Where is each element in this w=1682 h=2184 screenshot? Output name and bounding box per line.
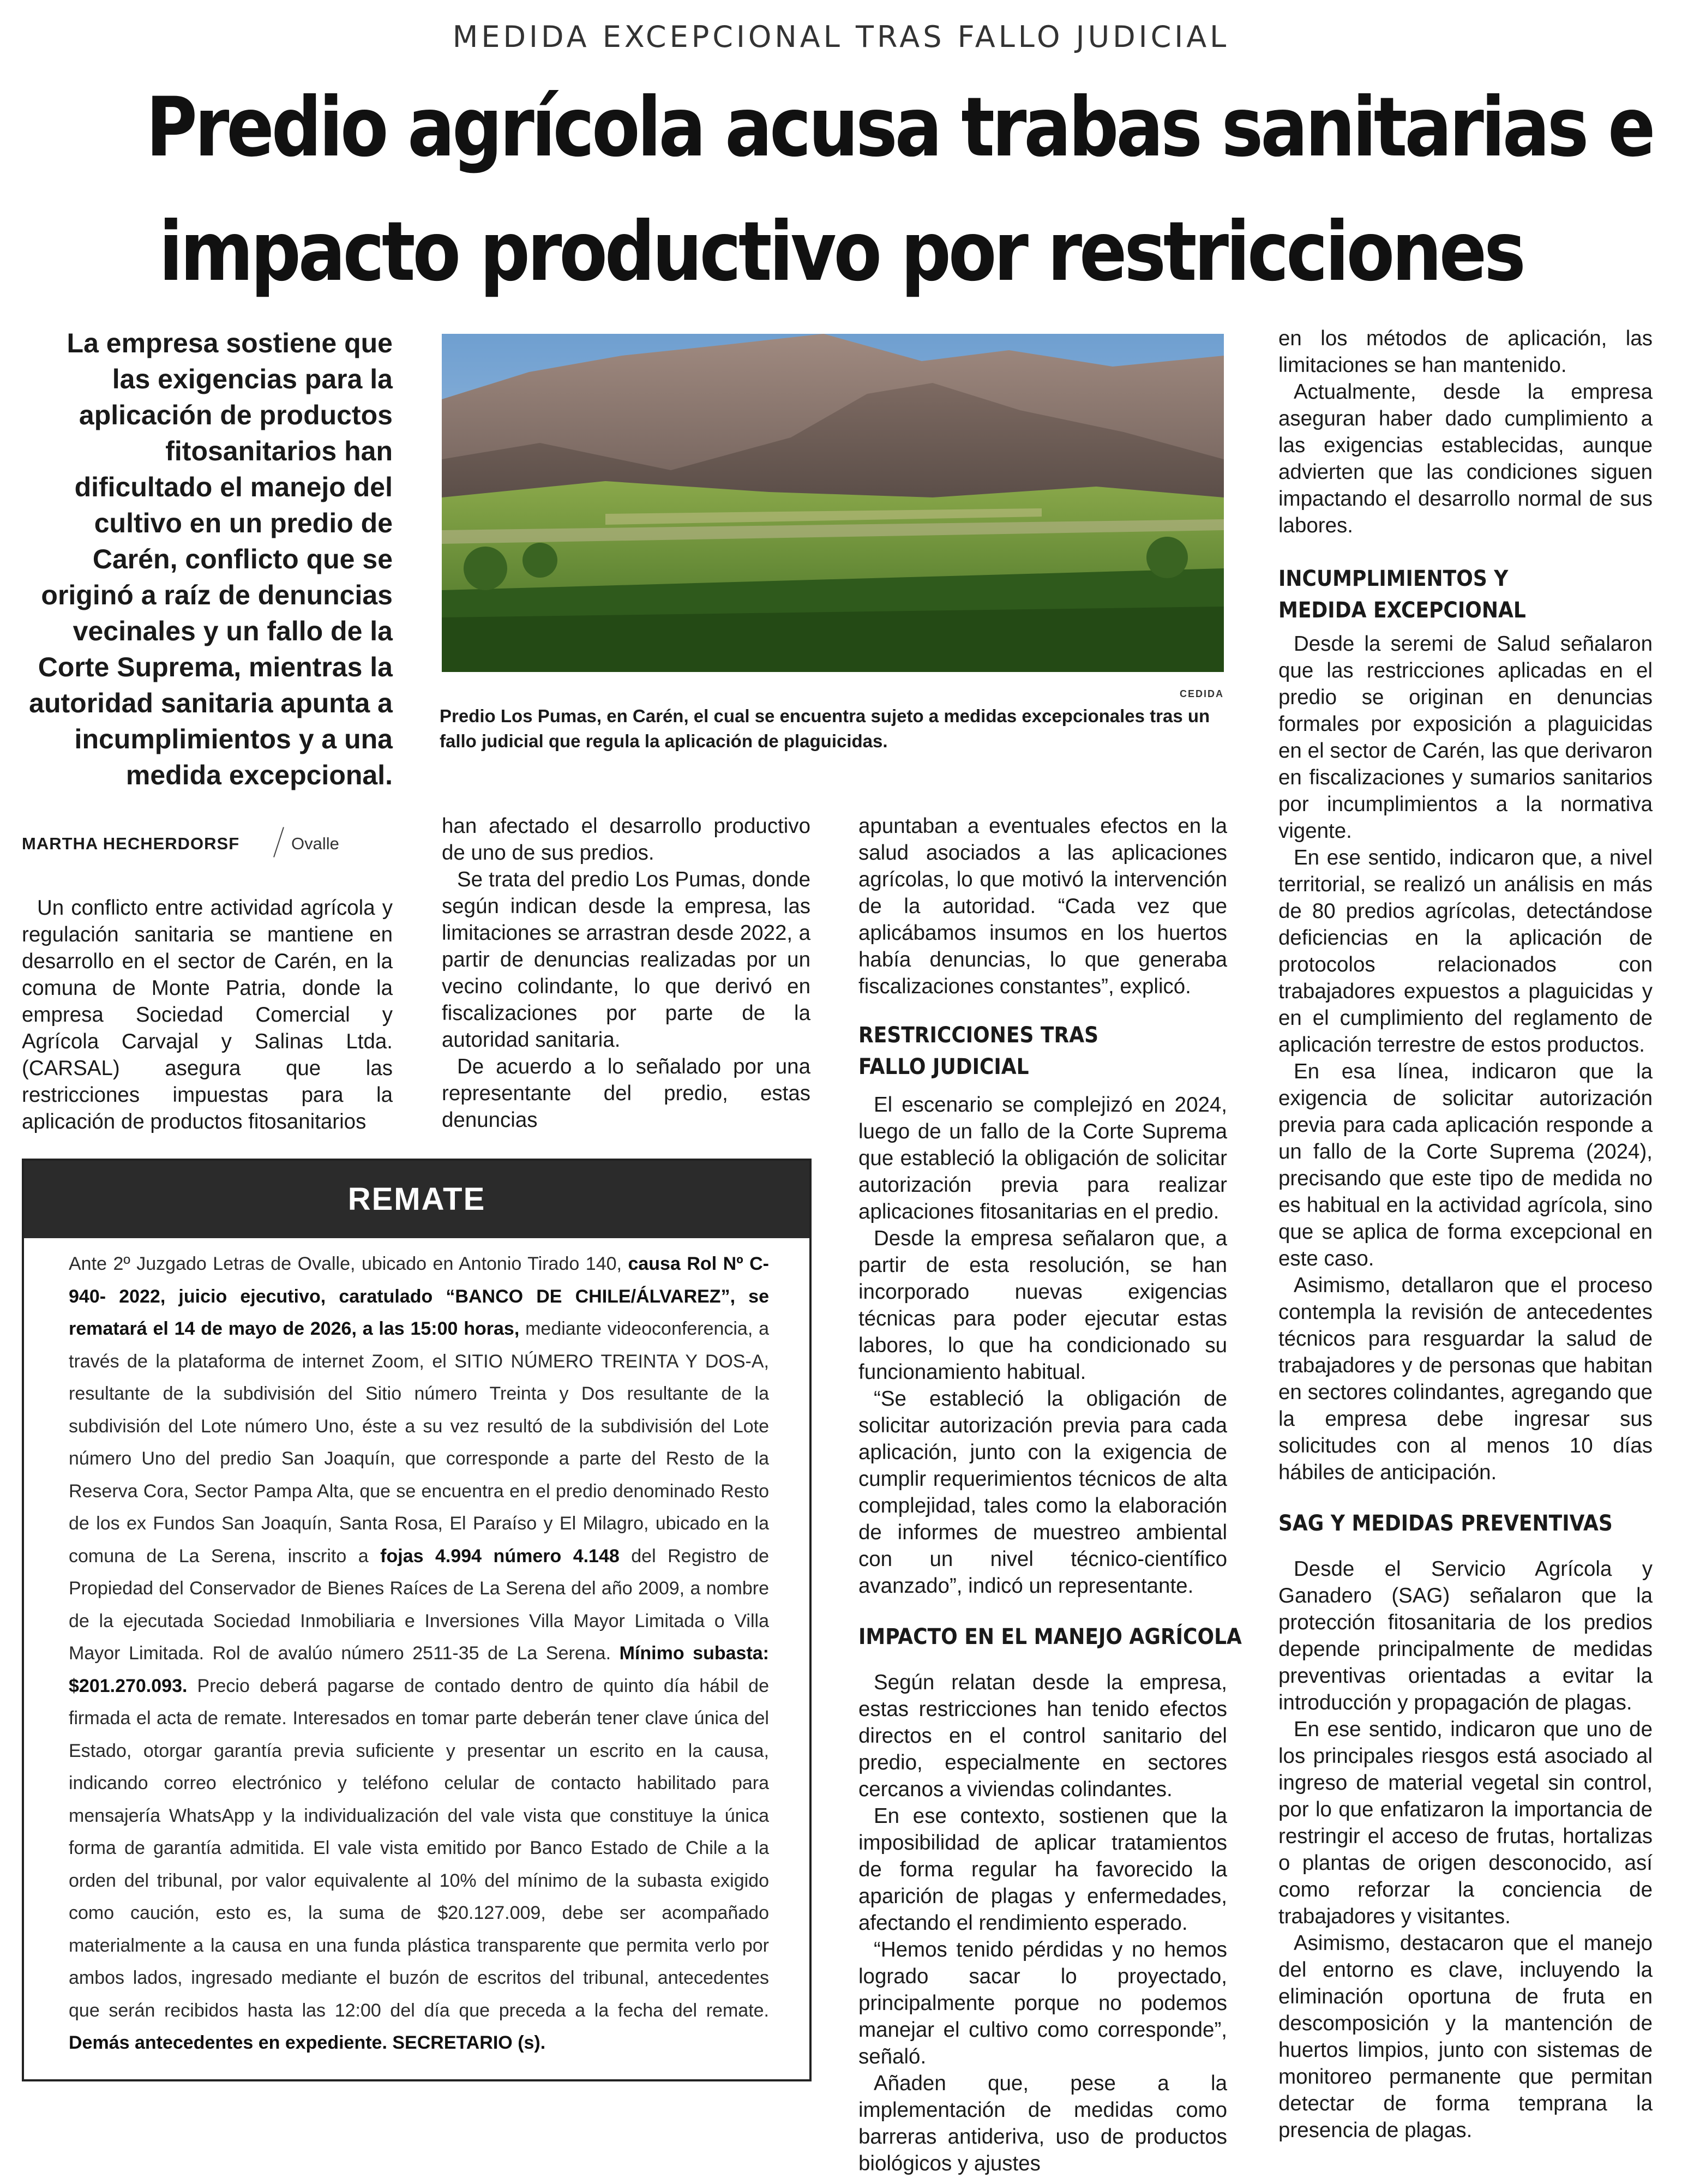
paragraph: En ese contexto, sostienen que la imposibilidad de aplicar tratamientos de forma regular ha favorecido la aparición de plagas y enfermedades, afectando el rendimiento esperado. <box>858 1804 1227 1935</box>
photo-caption: Predio Los Pumas, en Carén, el cual se encuentra sujeto a medidas excepcionales tras un fallo judicial que regula la aplicación de plaguicidas. <box>440 706 1210 751</box>
paragraph: En ese sentido, indicaron que, a nivel territorial, se realizó un análisis en más de 80 predios agrícolas, detectándose deficiencias en la aplicación de protocolos relacionados con trabajadores expuestos a plaguicidas y en el cumplimiento del reglamento de aplicación terrestre de estos productos. <box>1278 846 1653 1057</box>
paragraph: En esa línea, indicaron que la exigencia de solicitar autorización previa para cada aplicación responde a un fallo de la Corte Suprema (2024), precisando que este tipo de medida no es habitual en la actividad agrícola, sino que se aplica de forma excepcional en este caso. <box>1278 1060 1653 1270</box>
remate-text-bold: Demás antecedentes en expediente. SECRETARIO (s). <box>69 2032 546 2053</box>
paragraph: Desde la empresa señalaron que, a partir de esta resolución, se han incorporado nuevas exigencias técnicas para poder ejecutar estas labores, lo que ha condicionado su funcionamiento habitual. <box>858 1227 1227 1384</box>
remate-text: Ante 2º Juzgado Letras de Ovalle, ubicado en Antonio Tirado 140, <box>69 1253 622 1274</box>
remate-notice-box <box>22 1159 812 2081</box>
byline-author: MARTHA HECHERDORSF <box>22 834 240 853</box>
remate-text-bold: Mínimo subasta: $201.270.093. <box>69 1643 770 1696</box>
remate-text-bold: fojas 4.994 número 4.148 <box>380 1545 620 1567</box>
paragraph: De acuerdo a lo señalado por una representante del predio, estas denuncias <box>442 1055 810 1132</box>
remate-text: Precio deberá pagarse de contado dentro de quinto día hábil de firmada el acta de remate. Interesados en tomar parte deberán tener clave única del Estado, otorgar garantía previa suficiente y presentar un escrito en la causa, indicando correo electrónico y teléfono celular de contacto habilitado para mensajería WhatsApp y la individualización del vale vista que constituye la única forma de garantía admitida. El vale vista emitido por Banco Estado de Chile a la orden del tribunal, por valor equivalente al 10% del mínimo de la subasta exigido como caución, esto es, la suma de $20.127.009, debe ser acompañado materialmente a la causa en una funda plástica transparente que permita verlo por ambos lados, ingresado mediante el buzón de escritos del tribunal, antecedentes que serán recibidos hasta las 12:00 del día que preceda a la fecha del remate. <box>69 1675 769 2021</box>
remate-text: del Registro de Propiedad del Conservador de Bienes Raíces de La Serena del año 2009, a nombre de la ejecutada Sociedad Inmobiliaria e Inversiones Villa Mayor Limitada o Villa Mayor Limitada. Rol de avalúo número 2511-35 de La Serena. <box>69 1545 770 1664</box>
section-heading: IMPACTO EN EL MANEJO AGRÍCOLA <box>858 1624 1242 1649</box>
section-heading: RESTRICCIONES TRAS <box>858 1023 1099 1048</box>
headline-line-1: Predio agrícola acusa trabas sanitarias e <box>146 80 1653 175</box>
section-heading: FALLO JUDICIAL <box>858 1054 1029 1079</box>
byline <box>22 826 404 859</box>
paragraph: Actualmente, desde la empresa aseguran haber dado cumplimiento a las exigencias establecidas, aunque advierten que las condiciones siguen impactando el desarrollo normal de sus labores. <box>1278 380 1653 537</box>
paragraph: apuntaban a eventuales efectos en la salud asociados a las aplicaciones agrícolas, lo que motivó la intervención de la autoridad. “Cada vez que aplicábamos insumos en los huertos había denuncias, lo que generaba fiscalizaciones constantes”, explicó. <box>858 814 1227 998</box>
photo-credit: CEDIDA <box>1179 688 1224 699</box>
headline-line-2: impacto productivo por restricciones <box>159 205 1523 299</box>
byline-location: Ovalle <box>291 834 339 853</box>
section-heading: MEDIDA EXCEPCIONAL <box>1278 598 1526 623</box>
remate-body <box>69 1248 769 2060</box>
paragraph: Desde la seremi de Salud señalaron que las restricciones aplicadas en el predio se originan en denuncias formales por exposición a plaguicidas en el sector de Carén, las que derivaron en fiscalizaciones y sumarios sanitarios por incumplimientos a la normativa vigente. <box>1278 632 1653 843</box>
paragraph: Se trata del predio Los Pumas, donde según indican desde la empresa, las limitaciones se arrastran desde 2022, a partir de denuncias realizadas por un vecino colindante, lo que derivó en fiscalizaciones por parte de la autoridad sanitaria. <box>442 868 810 1052</box>
remate-text-bold: causa Rol Nº C-940- 2022, juicio ejecutivo, caratulado “BANCO DE CHILE/ÁLVAREZ”, se rematará el 14 de mayo de 2026, a las 15:00 horas, <box>69 1253 769 1339</box>
body-column-4 <box>1278 325 1653 2144</box>
paragraph: El escenario se complejizó en 2024, luego de un fallo de la Corte Suprema que estableció la obligación de solicitar autorización previa para realizar aplicaciones fitosanitarias en el predio. <box>858 1093 1227 1223</box>
paragraph: han afectado el desarrollo productivo de uno de sus predios. <box>442 814 810 865</box>
body-column-3 <box>858 813 1242 2177</box>
section-heading: INCUMPLIMIENTOS Y <box>1278 566 1509 591</box>
paragraph: “Se estableció la obligación de solicitar autorización previa para cada aplicación, junto con la exigencia de cumplir requerimientos técnicos de alta complejidad, tales como la elaboración de informes de muestreo ambiental con un nivel técnico-científico avanzado”, indicó un representante. <box>858 1387 1227 1598</box>
paragraph: Asimismo, destacaron que el manejo del entorno es clave, incluyendo la eliminación oportuna de fruta en descomposición y la mantención de huertos limpios, junto con sistemas de monitoreo permanente que permitan detectar de forma temprana la presencia de plagas. <box>1278 1931 1653 2142</box>
kicker: MEDIDA EXCEPCIONAL TRAS FALLO JUDICIAL <box>452 20 1230 54</box>
headline <box>146 65 1653 314</box>
body-column-1 <box>22 895 393 1135</box>
paragraph: en los métodos de aplicación, las limitaciones se han mantenido. <box>1278 327 1653 377</box>
vineyard-valley-image <box>442 334 1224 672</box>
body-column-2 <box>442 813 810 1133</box>
paragraph: Desde el Servicio Agrícola y Ganadero (SAG) señalaron que la protección fitosanitaria de los predios depende principalmente de medidas preventivas orientadas a evitar la introducción y propagación de plagas. <box>1278 1557 1653 1714</box>
paragraph: Según relatan desde la empresa, estas restricciones han tenido efectos directos en el control sanitario del predio, especialmente en sectores cercanos a viviendas colindantes. <box>858 1671 1227 1801</box>
section-heading: SAG Y MEDIDAS PREVENTIVAS <box>1278 1511 1613 1536</box>
lead-paragraph: La empresa sostiene que las exigencias para la aplicación de productos fitosanitarios han dificultado el manejo del cultivo en un predio de Carén, conflicto que se originó a raíz de denuncias vecinales y un fallo de la Corte Suprema, mientras la autoridad sanitaria apunta a incumplimientos y a una medida excepcional. <box>29 328 393 790</box>
article-photo <box>442 334 1224 672</box>
remate-text: mediante videoconferencia, a través de la plataforma de internet Zoom, el SITIO NÚMERO TREINTA Y DOS-A, resultante de la subdivisión del Sitio número Treinta y Dos resultante de la subdivisión del Lote número Uno, éste a su vez resultó de la subdivisión del Lote número Uno del predio San Joaquín, que corresponde a parte del Resto de la Reserva Cora, Sector Pampa Alta, que se encuentra en el predio denominado Resto de los ex Fundos San Joaquín, Santa Rosa, El Paraíso y El Milagro, ubicado en la comuna de La Serena, inscrito a <box>69 1318 769 1567</box>
paragraph: “Hemos tenido pérdidas y no hemos logrado sacar lo proyectado, principalmente porque no podemos manejar el cultivo como corresponde”, señaló. <box>858 1938 1227 2068</box>
remate-title: REMATE <box>24 1161 809 1238</box>
paragraph: Un conflicto entre actividad agrícola y regulación sanitaria se mantiene en desarrollo en el sector de Carén, en la comuna de Monte Patria, donde la empresa Sociedad Comercial y Agrícola Carvajal y Salinas Ltda. (CARSAL) asegura que las restricciones impuestas para la aplicación de productos fitosanitarios <box>22 896 393 1133</box>
paragraph: En ese sentido, indicaron que uno de los principales riesgos está asociado al ingreso de material vegetal sin control, por lo que enfatizaron la importancia de restringir el acceso de frutas, hortalizas o plantas de origen desconocido, así como reforzar la conciencia de trabajadores y visitantes. <box>1278 1718 1653 1928</box>
paragraph: Asimismo, detallaron que el proceso contempla la revisión de antecedentes técnicos para resguardar la salud de trabajadores y de personas que habitan en sectores colindantes, agregando que la empresa debe ingresar sus solicitudes con al menos 10 días hábiles de anticipación. <box>1278 1274 1653 1484</box>
byline-divider <box>273 827 284 857</box>
paragraph: Añaden que, pese a la implementación de medidas como barreras antideriva, uso de productos biológicos y ajustes <box>858 2072 1227 2175</box>
